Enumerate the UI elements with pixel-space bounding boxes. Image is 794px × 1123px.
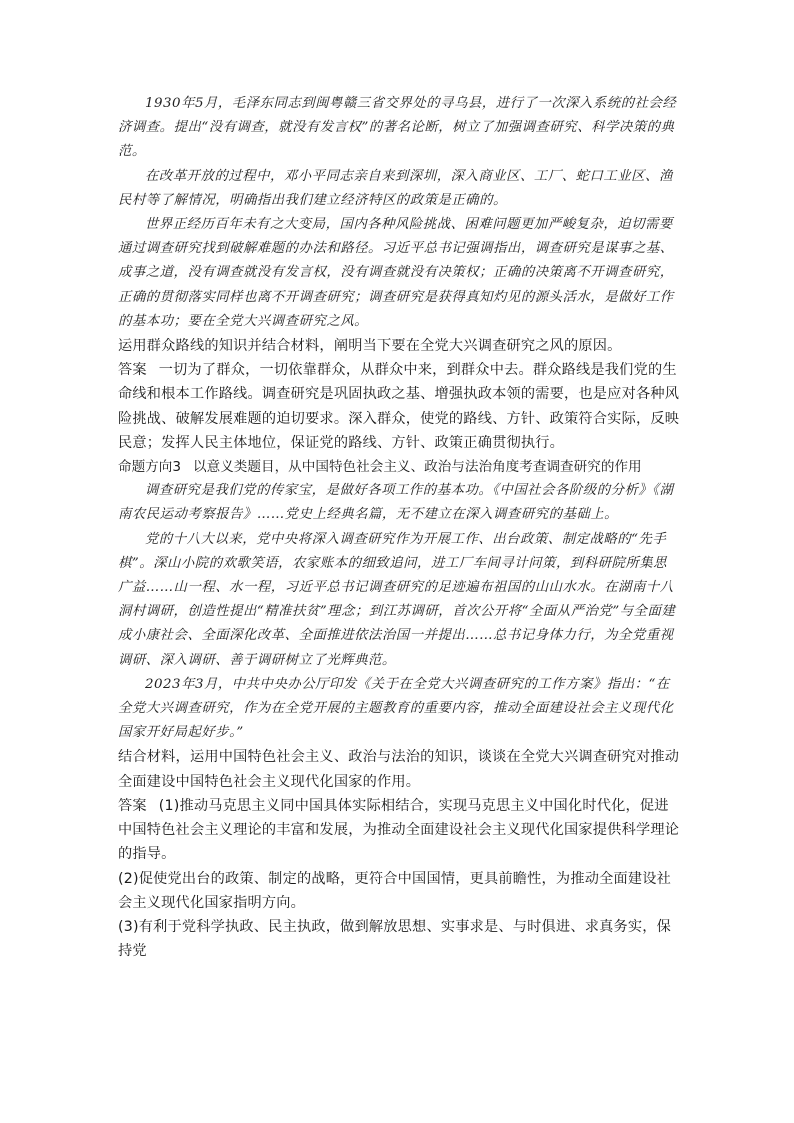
material-paragraph: 在改革开放的过程中，邓小平同志亲自来到深圳，深入商业区、工厂、蛇口工业区、渔民村等了解情况，明确指出我们建立经济特区的政策是正确的。 (118, 168, 673, 208)
question-text: 结合材料，运用中国特色社会主义、政治与法治的知识，谈谈在全党大兴调查研究对推动全面建设中国特色社会主义现代化国家的作用。 (118, 749, 680, 790)
answer-text: 一切为了群众，一切依靠群众，从群众中来，到群众中去。群众路线是我们党的生命线和根本工作路线。调查研究是巩固执政之基、增强执政本领的需要，也是应对各种风险挑战、破解发展难题的迫切要求。深入群众，使党的路线、方针、政策符合实际，反映民意；发挥人民主体地位，保证党的路线、方针、政策正确贯彻执行。 (118, 362, 680, 451)
answer-label: 答案 (118, 797, 147, 814)
material-paragraph: 1930年5月，毛泽东同志到闽粤赣三省交界处的寻乌县，进行了一次深入系统的社会经济调查。提出“没有调查，就没有发言权”的著名论断，树立了加强调查研究、科学决策的典范。 (118, 96, 677, 160)
question-direction-heading (118, 455, 680, 479)
material-paragraph: 世界正经历百年未有之大变局，国内各种风险挑战、困难问题更加严峻复杂，迫切需要通过调查研究找到破解难题的办法和路径。习近平总书记强调指出，调查研究是谋事之基、成事之道，没有调查就没有发言权，没有调查就没有决策权；正确的决策离不开调查研究，正确的贯彻落实同样也离不开调查研究；调查研究是获得真知灼见的源头活水，是做好工作的基本功；要在全党大兴调查研究之风。 (118, 217, 674, 329)
material-paragraph: 调查研究是我们党的传家宝，是做好各项工作的基本功。《中国社会各阶级的分析》《湖南农民运动考察报告》……党史上经典名篇，无不建立在深入调查研究的基础上。 (118, 483, 674, 523)
direction-number: 命题方向3 (118, 459, 182, 476)
answer-block (118, 794, 680, 867)
question-text: 运用群众路线的知识并结合材料，阐明当下要在全党大兴调查研究之风的原因。 (118, 338, 622, 355)
answer-item: (3)有利于党科学执政、民主执政，做到解放思想、实事求是、与时俱进、求真务实，保持党 (118, 918, 672, 960)
answer-label: 答案 (118, 362, 147, 379)
answer-item: (1)推动马克思主义同中国具体实际相结合，实现马克思主义中国化时代化，促进中国特色社会主义理论的丰富和发展，为推动全面建设社会主义现代化国家提供科学理论的指导。 (118, 797, 680, 863)
document-page (118, 92, 680, 963)
answer-block (118, 358, 680, 455)
material-paragraph: 党的十八大以来，党中央将深入调查研究作为开展工作、出台政策、制定战略的“先手棋”。深山小院的欢歌笑语，农家账本的细致追问，进工厂车间寻计问策，到科研院所集思广益……山一程、水一程，习近平总书记调查研究的足迹遍布祖国的山山水水。在湖南十八洞村调研，创造性提出“精准扶贫”理念；到江苏调研，首次公开将“全面从严治党”与全面建成小康社会、全面深化改革、全面推进依法治国一并提出……总书记身体力行，为全党重视调研、深入调研、善于调研树立了光辉典范。 (118, 531, 676, 668)
answer-item: (2)促使党出台的政策、制定的战略，更符合中国国情，更具前瞻性，为推动全面建设社会主义现代化国家指明方向。 (118, 870, 672, 911)
material-paragraph: 2023年3月，中共中央办公厅印发《关于在全党大兴调查研究的工作方案》指出：“在全党大兴调查研究，作为在全党开展的主题教育的重要内容，推动全面建设社会主义现代化国家开好局起好步。” (118, 676, 674, 741)
direction-text: 以意义类题目，从中国特色社会主义、政治与法治角度考查调查研究的作用 (193, 459, 642, 476)
